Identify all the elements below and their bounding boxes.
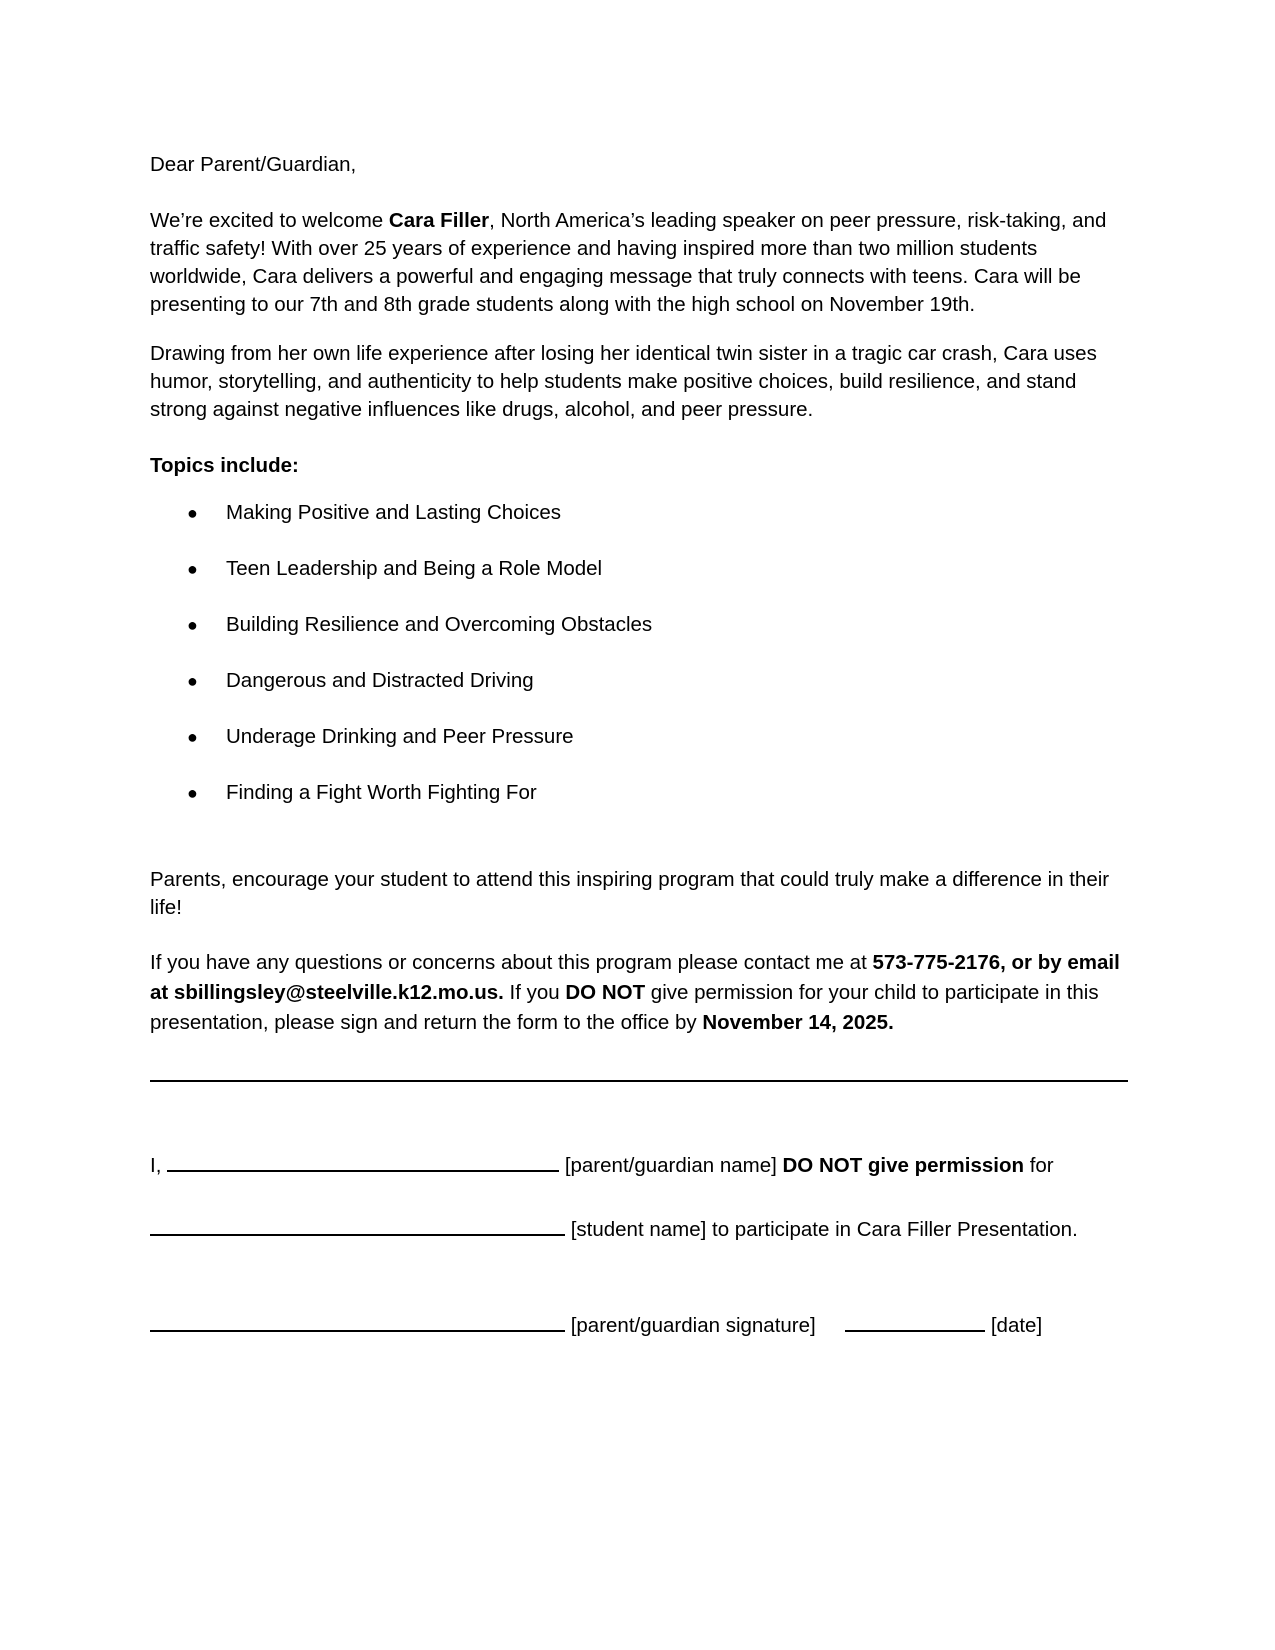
greeting: Dear Parent/Guardian, xyxy=(150,153,357,176)
permission-line-student xyxy=(150,1214,1078,1244)
contact-paragraph xyxy=(150,948,1135,1038)
contact-info: 573-775-2176, or by email at sbillingsley@steelville.k12.mo.us. xyxy=(150,951,1120,1004)
topic-item xyxy=(150,667,652,723)
bullet-icon: ● xyxy=(187,503,198,523)
topic-label: Teen Leadership and Being a Role Model xyxy=(226,557,603,580)
i-prefix: I, xyxy=(150,1154,162,1177)
topic-label: Building Resilience and Overcoming Obstacles xyxy=(226,613,653,636)
contact-text-c: If you xyxy=(503,981,566,1004)
signature-line xyxy=(150,1310,1042,1340)
bullet-icon: ● xyxy=(187,559,198,579)
topic-item xyxy=(150,723,652,779)
topic-item xyxy=(150,555,652,611)
date-field[interactable] xyxy=(845,1310,985,1332)
signature-label: [parent/guardian signature] xyxy=(570,1314,816,1337)
do-not-give-permission: DO NOT give permission xyxy=(782,1154,1024,1177)
background-paragraph: Drawing from her own life experience after losing her identical twin sister in a tragic car crash, Cara uses humor, storytelling, and authenticity to help students make positive choices, build resilience, and stand strong against negative influences like drugs, alcohol, and peer pressure. xyxy=(150,342,1097,421)
topic-item xyxy=(150,499,652,555)
bullet-icon: ● xyxy=(187,783,198,803)
signature-field[interactable] xyxy=(150,1310,565,1332)
topics-heading: Topics include: xyxy=(150,454,299,477)
topic-label: Underage Drinking and Peer Pressure xyxy=(226,725,574,748)
topic-label: Dangerous and Distracted Driving xyxy=(226,669,534,692)
bullet-icon: ● xyxy=(187,671,198,691)
topics-list xyxy=(150,499,652,835)
speaker-name: Cara Filler xyxy=(388,209,490,232)
do-not-emphasis: DO NOT xyxy=(565,981,646,1004)
student-name-label: [student name] to participate in Cara Filler Presentation. xyxy=(570,1218,1078,1241)
contact-text-a: If you have any questions or concerns about this program please contact me at xyxy=(150,951,873,974)
parent-name-label: [parent/guardian name] xyxy=(564,1154,777,1177)
return-deadline: November 14, 2025. xyxy=(702,1011,894,1034)
date-label: [date] xyxy=(990,1314,1043,1337)
student-name-field[interactable] xyxy=(150,1214,565,1236)
intro-text-a: We’re excited to welcome xyxy=(150,209,389,232)
intro-paragraph xyxy=(150,207,1125,319)
bullet-icon: ● xyxy=(187,727,198,747)
parent-name-field[interactable] xyxy=(167,1150,559,1172)
bullet-icon: ● xyxy=(187,615,198,635)
intro-text-c: , North America’s leading speaker on peer pressure, risk-taking, and traffic safety! With over 25 years of experience and having inspired more than two million students worldwide, Cara delivers a powerful and engaging message that truly connects with teens. Cara will be presenting to our 7th and 8th grade students along with the high school on November 19th. xyxy=(150,209,1107,316)
permission-line-parent xyxy=(150,1150,1054,1180)
for-suffix: for xyxy=(1029,1154,1054,1177)
encouragement-paragraph: Parents, encourage your student to attend this inspiring program that could truly make a difference in their life! xyxy=(150,868,1110,919)
cut-line-divider xyxy=(150,1080,1128,1082)
topic-item xyxy=(150,611,652,667)
topic-label: Finding a Fight Worth Fighting For xyxy=(226,781,537,804)
topic-label: Making Positive and Lasting Choices xyxy=(226,501,562,524)
contact-text-e: give permission for your child to participate in this presentation, please sign and return the form to the office by xyxy=(150,981,1099,1034)
topic-item xyxy=(150,779,652,835)
